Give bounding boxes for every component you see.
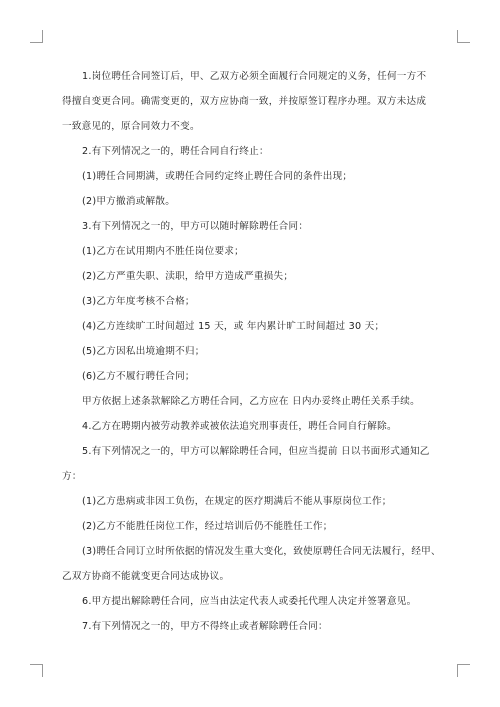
text-line: 2.有下列情况之一的，聘任合同自行终止： [82, 146, 269, 157]
crop-mark-bottom-left [30, 664, 43, 677]
text-line: (1)聘任合同期满，或聘任合同约定终止聘任合同的条件出现； [82, 171, 353, 182]
text-line: 1.岗位聘任合同签订后，甲、乙双方必须全面履行合同规定的义务，任何一方不 [82, 71, 427, 82]
text-line: 6.甲方提出解除聘任合同，应当由法定代表人或委托代理人决定并签署意见。 [82, 596, 417, 607]
text-line: (4)乙方连续旷工时间超过 15 天，或 年内累计旷工时间超过 30 天； [82, 321, 385, 332]
document-body [62, 64, 452, 639]
text-line: (6)乙方不履行聘任合同； [82, 371, 195, 382]
crop-mark-top-right [457, 30, 470, 43]
text-line: 乙双方协商不能就变更合同达成协议。 [62, 571, 230, 582]
text-line: 方： [62, 471, 82, 482]
text-line: (5)乙方因私出境逾期不归； [82, 346, 205, 357]
text-line: (3)乙方年度考核不合格； [82, 296, 195, 307]
text-line: 得擅自变更合同。确需变更的，双方应协商一致，并按原签订程序办理。双方未达成 [62, 96, 427, 107]
text-line: (2)乙方严重失职、渎职，给甲方造成严重损失； [82, 271, 294, 282]
text-line: 一致意见的，原合同效力不变。 [62, 121, 200, 132]
text-line: 甲方依据上述条款解除乙方聘任合同，乙方应在 日内办妥终止聘任关系手续。 [82, 396, 420, 407]
text-line: (2)甲方撤消或解散。 [82, 196, 176, 207]
text-line: 7.有下列情况之一的，甲方不得终止或者解除聘任合同： [82, 621, 328, 632]
text-line: (2)乙方不能胜任岗位工作，经过培训后仍不能胜任工作； [82, 521, 333, 532]
crop-mark-top-left [30, 30, 43, 43]
text-line: (1)乙方患病或非因工负伤，在规定的医疗期满后不能从事原岗位工作； [82, 496, 392, 507]
crop-mark-bottom-right [457, 664, 470, 677]
text-line: 5.有下列情况之一的，甲方可以解除聘任合同，但应当提前 日以书面形式通知乙 [82, 446, 430, 457]
text-line: 3.有下列情况之一的，甲方可以随时解除聘任合同： [82, 221, 309, 232]
text-line: (1)乙方在试用期内不胜任岗位要求； [82, 246, 244, 257]
text-line: 4.乙方在聘期内被劳动教养或被依法追究刑事责任，聘任合同自行解除。 [82, 421, 397, 432]
text-line: (3)聘任合同订立时所依据的情况发生重大变化，致使原聘任合同无法履行，经甲、 [82, 546, 441, 557]
